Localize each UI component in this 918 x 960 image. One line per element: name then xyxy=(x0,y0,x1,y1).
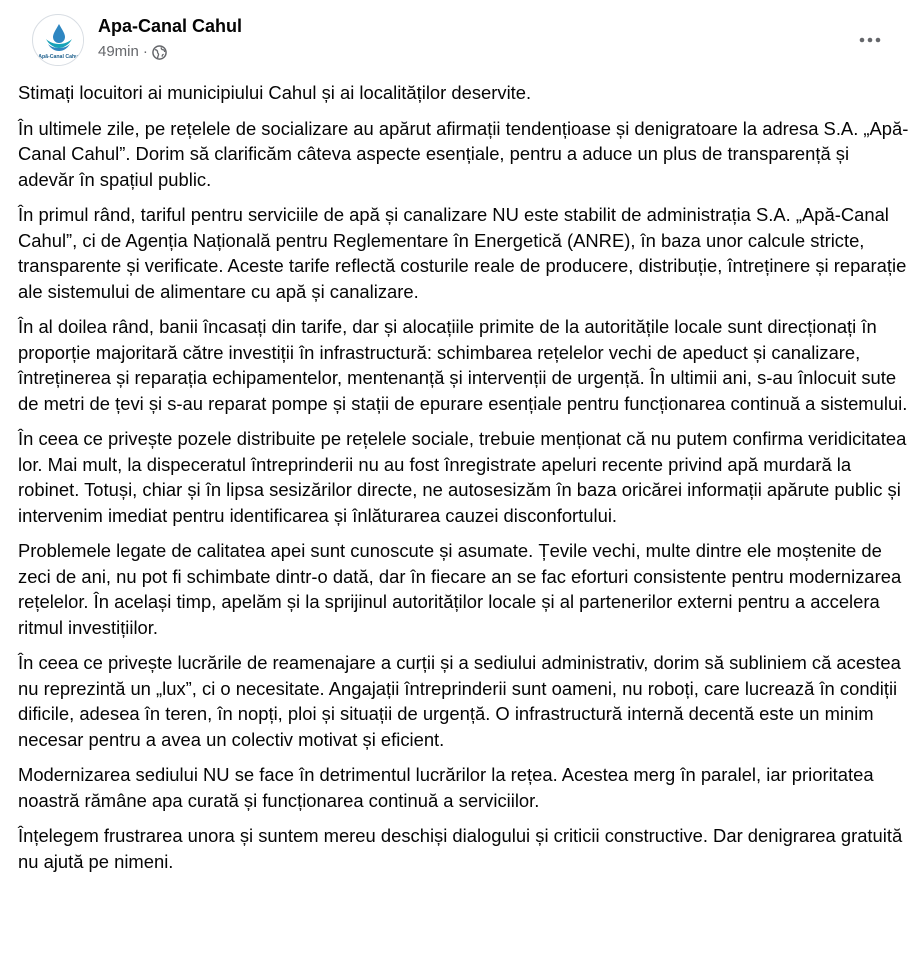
post-paragraph: În ultimele zile, pe rețelele de socializare au apărut afirmații tendențioase și denigratoare la adresa S.A. „Apă-Canal Cahul”. Dorim să clarificăm câteva aspecte esențiale, pentru a aduce un plus de transparență și adevăr în spațiul public. xyxy=(18,117,909,190)
globe-icon[interactable] xyxy=(152,45,167,60)
post-paragraph: În ceea ce privește pozele distribuite pe rețelele sociale, trebuie menționat că nu putem confirma veridicitatea lor. Mai mult, la dispeceratul întreprinderii nu au fost înregistrate apeluri recente privind apă murdară la robinet. Totuși, chiar și în lipsa sesizărilor directe, ne autosesizăm în baza oricărei informații apărute public și intervenim imediat pentru identificarea și înlăturarea cauzei disconfortului. xyxy=(18,428,907,526)
page-logo xyxy=(33,15,84,66)
post-meta xyxy=(98,41,167,63)
page-avatar[interactable] xyxy=(32,14,84,66)
post-paragraph: Înțelegem frustrarea unora și suntem mereu deschiși dialogului și criticii constructive. Dar denigrarea gratuită nu ajută pe nimeni. xyxy=(18,825,903,872)
post-paragraph: În al doilea rând, banii încasați din tarife, dar și alocațiile primite de la autoritățile locale sunt direcționați în proporție majoritară către investiții în infrastructură: schimbarea rețelelor vechi de apeduct și canalizare, întreținerea și reparația echipamentelor, mentenanță și intervenții de urgență. În ultimii ani, s-au înlocuit sute de metri de țevi și s-au reparat pompe și stații de epurare esențiale pentru funcționarea continuă a sistemului. xyxy=(18,316,908,414)
post-paragraph: În ceea ce privește lucrările de reamenajare a curții și a sediului administrativ, dorim să subliniem că acestea nu reprezintă un „lux”, ci o necesitate. Angajații întreprinderii sunt oameni, nu roboți, care lucrează în condiții dificile, adesea în teren, în nopți, ploi și situații de urgență. O infrastructură internă decentă este un minim necesar pentru a avea un colectiv motivat și eficient. xyxy=(18,652,901,750)
post-paragraph: Stimați locuitori ai municipiului Cahul și ai localităților deservite. xyxy=(18,82,532,103)
meta-separator: · xyxy=(142,43,148,60)
more-options-icon xyxy=(858,36,882,44)
post-time[interactable]: 49min xyxy=(98,43,139,60)
logo-text: Apă-Canal Cahul xyxy=(38,54,80,60)
page-name[interactable]: Apa-Canal Cahul xyxy=(98,16,243,36)
more-options-button[interactable] xyxy=(852,22,888,58)
post-paragraph: Problemele legate de calitatea apei sunt cunoscute și asumate. Țevile vechi, multe dintre ele moștenite de zeci de ani, nu pot fi schimbate dintr-o dată, dar în fiecare an se fac eforturi consistente pentru modernizarea rețelelor. În același timp, apelăm și la sprijinul autorităților locale și al partenerilor externi pentru a accelera ritmul investițiilor. xyxy=(18,540,902,638)
post-body xyxy=(18,80,910,884)
post-header xyxy=(16,0,902,72)
post-paragraph: În primul rând, tariful pentru serviciile de apă și canalizare NU este stabilit de administrația S.A. „Apă-Canal Cahul”, ci de Agenția Națională pentru Reglementare în Energetică (ANRE), în baza unor calcule stricte, transparente și verificate. Aceste tarife reflectă costurile reale de producere, distribuție, întreținere și reparație ale sistemului de alimentare cu apă și canalizare. xyxy=(18,204,907,302)
post-paragraph: Modernizarea sediului NU se face în detrimentul lucrărilor la rețea. Acestea merg în paralel, iar prioritatea noastră rămâne apa curată și funcționarea continuă a serviciilor. xyxy=(18,764,874,811)
